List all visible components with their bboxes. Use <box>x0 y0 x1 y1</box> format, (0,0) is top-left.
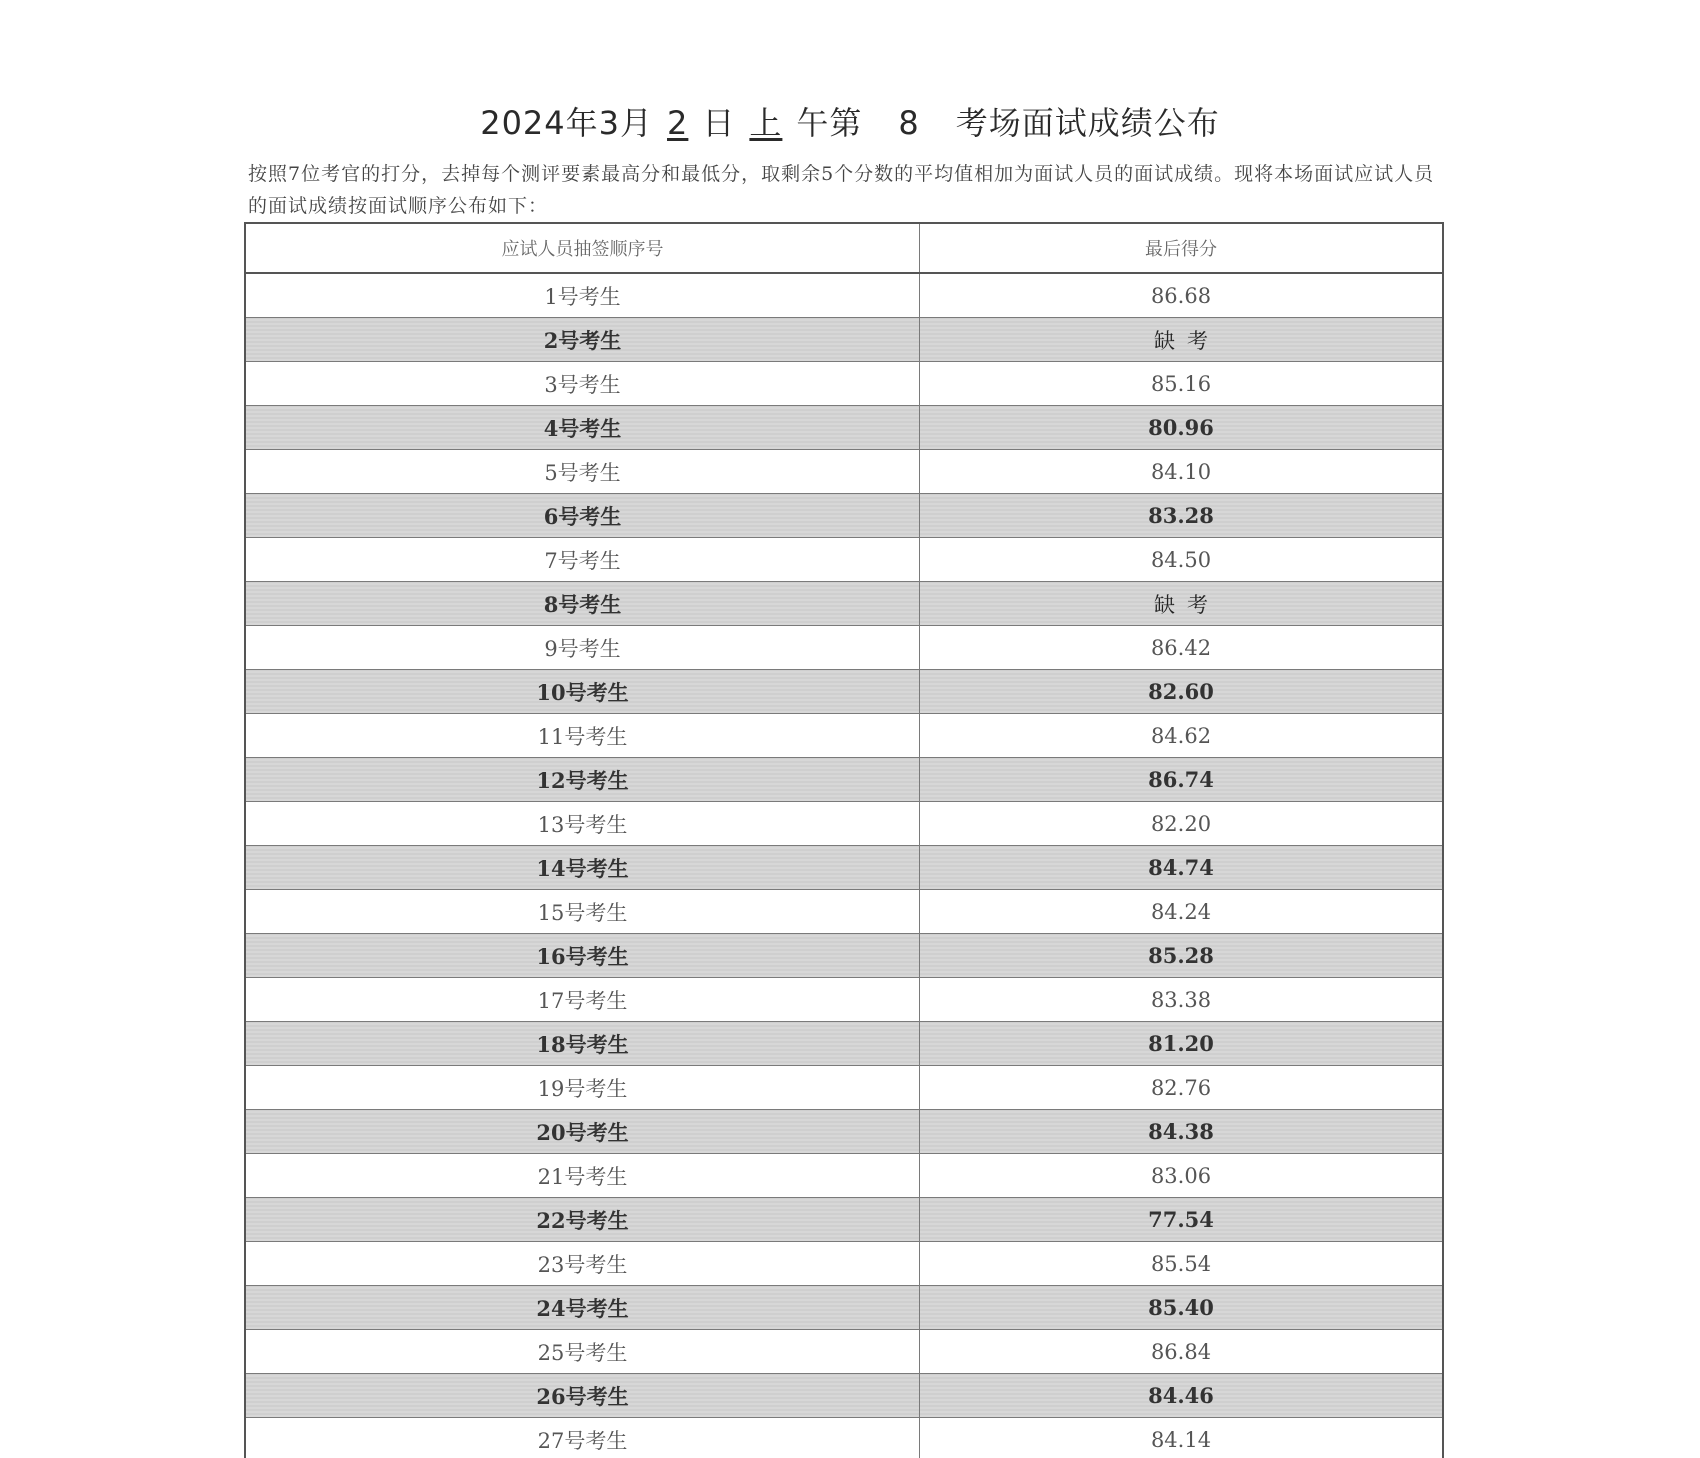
candidate-cell: 5号考生 <box>246 450 920 493</box>
score-cell: 77.54 <box>1148 1207 1214 1232</box>
table-row <box>246 890 1442 934</box>
candidate-cell: 8号考生 <box>246 582 920 625</box>
score-table <box>244 222 1444 1458</box>
score-cell: 85.54 <box>1150 1251 1212 1276</box>
score-cell: 86.84 <box>1150 1339 1212 1364</box>
score-cell: 84.46 <box>1148 1383 1214 1408</box>
score-cell: 85.28 <box>1148 943 1214 968</box>
score-cell: 84.14 <box>1150 1427 1212 1452</box>
table-row <box>246 582 1442 626</box>
candidate-cell: 21号考生 <box>246 1154 920 1197</box>
header-score: 最后得分 <box>1145 239 1217 260</box>
title-period: 上 <box>749 104 783 142</box>
candidate-cell: 6号考生 <box>246 494 920 537</box>
score-cell: 80.96 <box>1148 415 1214 440</box>
candidate-cell: 23号考生 <box>246 1242 920 1285</box>
candidate-cell: 27号考生 <box>246 1418 920 1458</box>
candidate-cell: 9号考生 <box>246 626 920 669</box>
table-row <box>246 978 1442 1022</box>
score-cell: 82.60 <box>1148 679 1214 704</box>
table-row <box>246 406 1442 450</box>
intro-paragraph: 按照7位考官的打分，去掉每个测评要素最高分和最低分，取剩余5个分数的平均值相加为面试人员的面试成绩。现将本场面试应试人员的面试成绩按面试顺序公布如下： <box>248 163 1435 217</box>
score-cell: 85.16 <box>1150 371 1212 396</box>
table-row <box>246 1242 1442 1286</box>
candidate-cell: 19号考生 <box>246 1066 920 1109</box>
table-row <box>246 538 1442 582</box>
score-cell: 85.40 <box>1148 1295 1214 1320</box>
candidate-cell: 14号考生 <box>246 846 920 889</box>
score-cell: 84.10 <box>1150 459 1212 484</box>
table-row <box>246 626 1442 670</box>
table-row <box>246 1066 1442 1110</box>
table-row <box>246 450 1442 494</box>
candidate-cell: 16号考生 <box>246 934 920 977</box>
table-row <box>246 362 1442 406</box>
score-cell: 83.28 <box>1148 503 1214 528</box>
candidate-cell: 4号考生 <box>246 406 920 449</box>
score-cell: 84.38 <box>1148 1119 1214 1144</box>
score-cell: 83.38 <box>1150 987 1212 1012</box>
score-cell: 缺考 <box>1154 328 1220 353</box>
score-cell: 81.20 <box>1148 1031 1214 1056</box>
page-title <box>0 98 1700 144</box>
candidate-cell: 2号考生 <box>246 318 920 361</box>
candidate-cell: 13号考生 <box>246 802 920 845</box>
title-day: 2 <box>667 104 689 142</box>
score-cell: 86.74 <box>1148 767 1214 792</box>
score-cell: 缺考 <box>1154 592 1220 617</box>
score-cell: 86.68 <box>1150 283 1212 308</box>
title-day-suffix: 日 <box>702 104 736 142</box>
table-row <box>246 318 1442 362</box>
table-row <box>246 846 1442 890</box>
score-cell: 86.42 <box>1150 635 1212 660</box>
table-row <box>246 714 1442 758</box>
table-row <box>246 802 1442 846</box>
candidate-cell: 20号考生 <box>246 1110 920 1153</box>
score-cell: 83.06 <box>1150 1163 1212 1188</box>
table-row <box>246 1418 1442 1458</box>
score-cell: 84.62 <box>1150 723 1212 748</box>
candidate-cell: 22号考生 <box>246 1198 920 1241</box>
table-row <box>246 1330 1442 1374</box>
candidate-cell: 3号考生 <box>246 362 920 405</box>
candidate-cell: 15号考生 <box>246 890 920 933</box>
title-period-suffix: 午第 <box>796 104 863 142</box>
table-row <box>246 1110 1442 1154</box>
score-cell: 82.20 <box>1150 811 1212 836</box>
table-row <box>246 1286 1442 1330</box>
score-cell: 82.76 <box>1150 1075 1212 1100</box>
candidate-cell: 26号考生 <box>246 1374 920 1417</box>
title-suffix: 考场面试成绩公布 <box>955 104 1220 142</box>
score-cell: 84.50 <box>1150 547 1212 572</box>
title-room: 8 <box>898 104 920 142</box>
score-cell: 84.74 <box>1148 855 1214 880</box>
table-row <box>246 758 1442 802</box>
candidate-cell: 11号考生 <box>246 714 920 757</box>
candidate-cell: 10号考生 <box>246 670 920 713</box>
table-row <box>246 670 1442 714</box>
candidate-cell: 18号考生 <box>246 1022 920 1065</box>
candidate-cell: 25号考生 <box>246 1330 920 1373</box>
candidate-cell: 12号考生 <box>246 758 920 801</box>
table-row <box>246 1154 1442 1198</box>
candidate-cell: 7号考生 <box>246 538 920 581</box>
table-row <box>246 1022 1442 1066</box>
table-row <box>246 1374 1442 1418</box>
title-prefix: 2024年3月 <box>480 104 654 142</box>
score-cell: 84.24 <box>1150 899 1212 924</box>
table-row <box>246 1198 1442 1242</box>
candidate-cell: 17号考生 <box>246 978 920 1021</box>
table-header-row <box>246 224 1442 274</box>
candidate-cell: 1号考生 <box>246 274 920 317</box>
header-candidate: 应试人员抽签顺序号 <box>246 224 920 272</box>
table-row <box>246 274 1442 318</box>
candidate-cell: 24号考生 <box>246 1286 920 1329</box>
table-row <box>246 494 1442 538</box>
table-row <box>246 934 1442 978</box>
